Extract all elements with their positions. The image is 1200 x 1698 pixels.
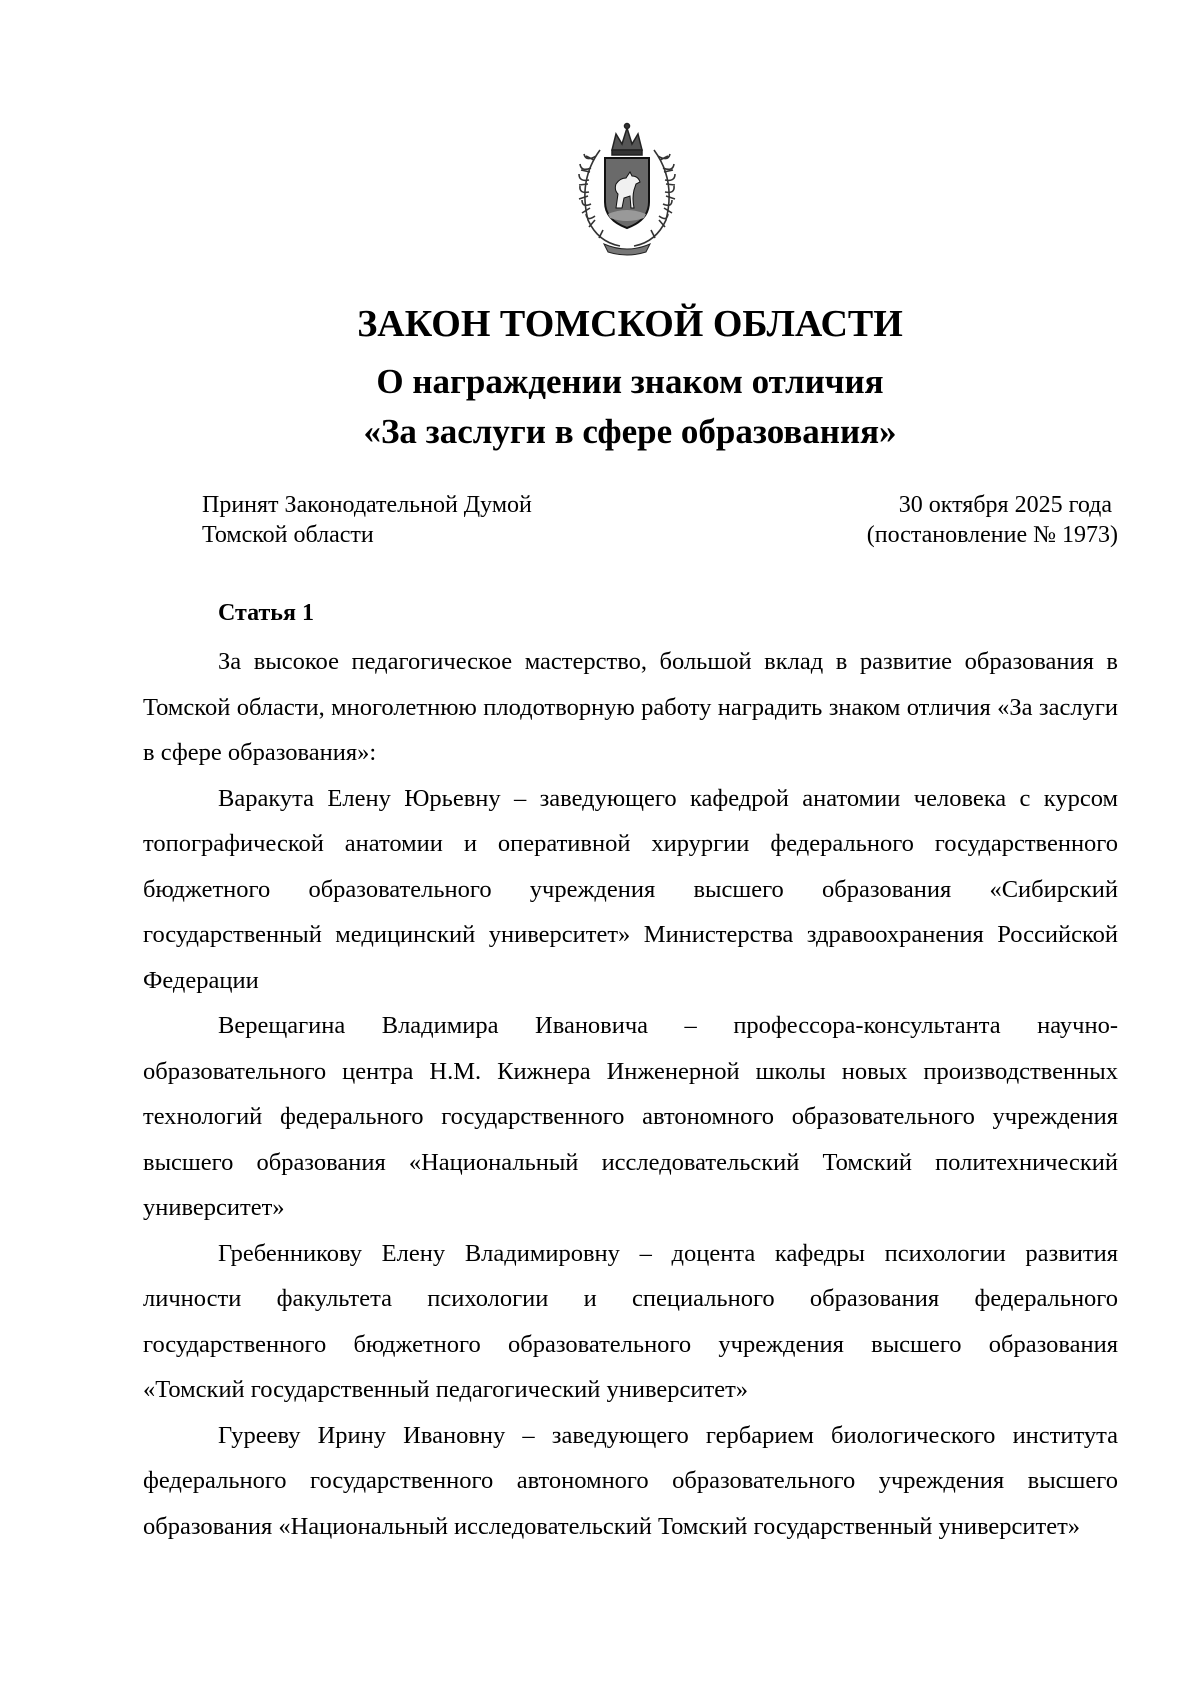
law-title: ЗАКОН ТОМСКОЙ ОБЛАСТИ	[357, 303, 903, 345]
awardee-paragraph: Верещагина Владимира Ивановича – профессора-консультанта научно-образовательного центра Н.М. Кижнера Инженерной школы новых производственных технологий федерального государственного автономного образовательного учреждения высшего образования «Национальный исследовательский Томский политехнический университет»	[143, 1012, 1118, 1221]
adoption-date: 30 октября 2025 года	[898, 492, 1112, 518]
law-subtitle-line-1: О награждении знаком отличия	[376, 362, 884, 401]
resolution-number: (постановление № 1973)	[866, 522, 1118, 548]
coat-of-arms-icon	[560, 120, 694, 258]
adoption-date-block	[867, 490, 1118, 550]
article-heading: Статья 1	[218, 600, 314, 626]
article-body	[143, 639, 1118, 1549]
article-intro: За высокое педагогическое мастерство, большой вклад в развитие образования в Томской области, многолетнюю плодотворную работу наградить знаком отличия «За заслуги в сфере образования»:	[143, 648, 1118, 766]
adopting-body	[202, 490, 532, 550]
law-subtitle-line-2: «За заслуги в сфере образования»	[363, 412, 897, 451]
awardee-paragraph: Гурееву Ирину Ивановну – заведующего гербарием биологического института федерального государственного автономного образовательного учреждения высшего образования «Национальный исследовательский Томский государственный университет»	[143, 1421, 1118, 1540]
awardee-paragraph: Варакута Елену Юрьевну – заведующего кафедрой анатомии человека с курсом топографической анатомии и оперативной хирургии федерального государственного бюджетного образовательного учреждения высшего образования «Сибирский государственный медицинский университет» Министерства здравоохранения Российской Федерации	[143, 784, 1118, 994]
awardee-paragraph: Гребенникову Елену Владимировну – доцента кафедры психологии развития личности факультета психологии и специального образования федерального государственного бюджетного образовательного учреждения высшего образования «Томский государственный педагогический университет»	[143, 1239, 1118, 1403]
adopting-body-line-1: Принят Законодательной Думой	[202, 492, 532, 518]
adopting-body-line-2: Томской области	[202, 522, 374, 548]
